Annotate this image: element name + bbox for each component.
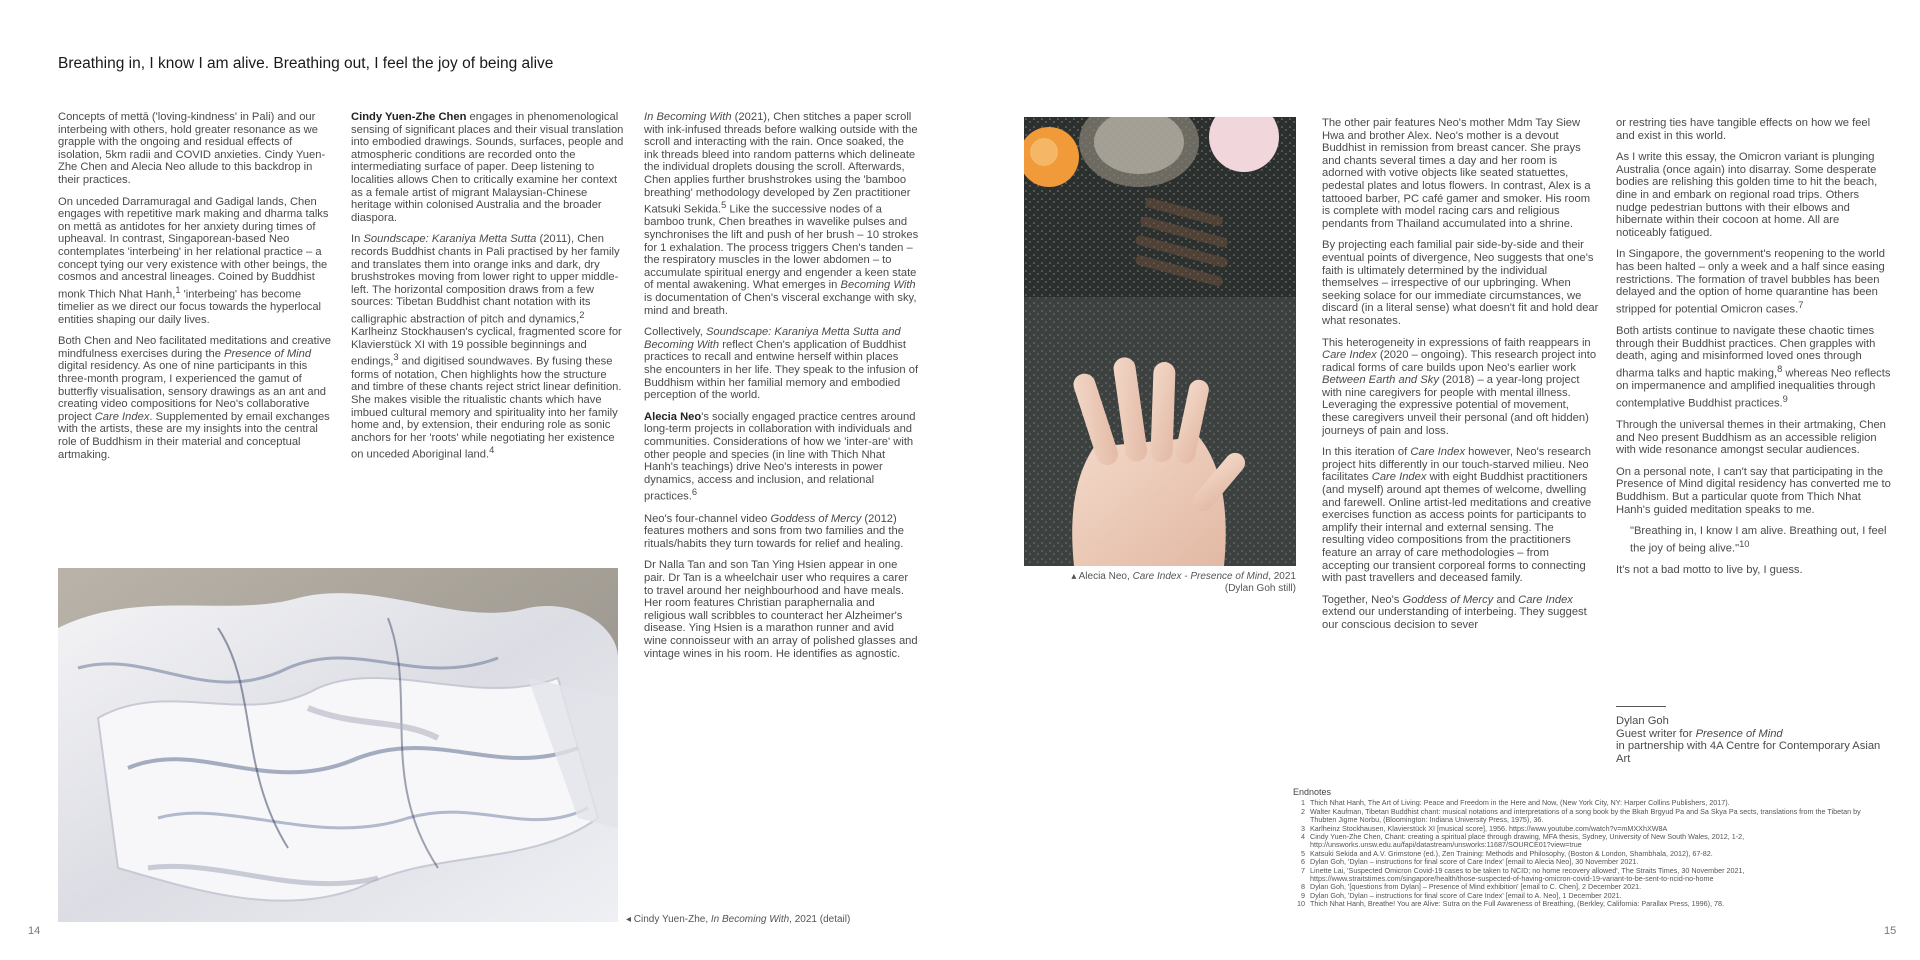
- signature-divider: [1616, 706, 1666, 707]
- page-number-right: 15: [1884, 925, 1897, 937]
- endnote-number: 1: [1301, 798, 1305, 808]
- endnote-text: Linette Lai, 'Suspected Omicron Covid-19 cases to be taken to NCID; no home recovery allowed', The Straits Times, 30 November 2021, https://www.straitstimes.com/singapore/health/those-suspected-of-having-omicron-covid-19-variant-to-be-sent-to-ncid-no-home: [1310, 865, 1745, 884]
- text: As I write this essay, the Omicron variant is plunging Australia (once again) into disarray. Some desperate bodies are relishing this golden time to hit the beach, dine in and embark on regional road trips. Others nudge pedestrian buttons with their elbows and hibernate within their cocoon at home. All are noticeably fatigued.: [1616, 151, 1878, 239]
- text: (2012) features mothers and sons from two families and the rituals/habits they turn towards for relief and healing.: [644, 512, 904, 550]
- photo-care-index: [1024, 117, 1296, 566]
- italic-text: Presence of Mind: [1695, 727, 1783, 740]
- text: Dr Nalla Tan and son Tan Ying Hsien appear in one pair. Dr Tan is a wheelchair user who requires a carer to travel around her neighbourhood and have meals. Her room features Christian paraphernalia and religious wall scribbles to counteract her Alzheimer's disease. Ying Hsien is a marathon runner and avid wine connoisseur with an array of polished glasses and vintage wines in his room. He identifies as agnostic.: [644, 559, 918, 660]
- endnotes: [1293, 788, 1873, 909]
- endnote-number: 10: [1297, 899, 1305, 909]
- paragraph: [1322, 446, 1599, 585]
- italic-text: Presence of Mind: [224, 347, 312, 360]
- text: (2020 – ongoing). This research project into radical forms of care builds upon Neo's earlier work: [1322, 349, 1597, 374]
- text: Collectively,: [644, 326, 706, 339]
- endnote-number: 5: [1301, 848, 1305, 858]
- artist-name: Alecia Neo: [644, 410, 702, 423]
- endnote-text: Dylan Goh, 'Dylan – instructions for final score of Care Index' [email to Alecia Neo], 30 November 2021.: [1310, 857, 1639, 867]
- text: Both artists continue to navigate these chaotic times through their Buddhist practices. Chen grapples with death, aging and misinformed loved ones through dharma talks and haptic making,: [1616, 325, 1876, 380]
- italic-text: In Becoming With: [644, 111, 732, 123]
- paragraph: [644, 559, 919, 660]
- text: extend our understanding of interbeing. They suggest our conscious decision to sever: [1322, 606, 1587, 631]
- italic-text: Care Index: [1371, 471, 1427, 484]
- endnote-text: Thich Nhat Hanh, The Art of Living: Peace and Freedom in the Here and Now, (New York City, NY: Harper Collins Publishers, 2017).: [1310, 798, 1730, 808]
- text: On a personal note, I can't say that participating in the Presence of Mind digital residency has converted me to Buddhism. But a particular quote from Thich Nhat Hanh's guided meditation speaks to me.: [1616, 465, 1891, 516]
- text: In Singapore, the government's reopening to the world has been halted – only a week and a half since easing restrictions. The formation of travel bubbles has been delayed and the option of home quarantine has been stripped for potential Omicron cases.: [1616, 248, 1885, 316]
- paragraph: [1616, 117, 1891, 142]
- text: In this iteration of: [1322, 446, 1411, 459]
- text: By projecting each familial pair side-by-side and their eventual points of divergence, Neo suggests that one's faith is ultimately determined by the individual themselves – irrespective of our upbringing. When seeking solace for our immediate circumstances, we discard (in a literal sense) what doesn't fit and hold dear what resonates.: [1322, 239, 1599, 327]
- author-affiliation: in partnership with 4A Centre for Contemporary Asian Art: [1616, 740, 1881, 765]
- author-signature: [1616, 715, 1891, 765]
- paragraph: [58, 196, 333, 327]
- text: Both Chen and Neo facilitated meditations and creative mindfulness exercises during the: [58, 335, 332, 360]
- artist-name: Cindy Yuen-Zhe Chen: [351, 111, 467, 123]
- text: 'interbeing' has become timelier as we direct our focus towards the hyperlocal entities shaping our daily lives.: [58, 288, 322, 326]
- endnote-number: 8: [1301, 882, 1305, 892]
- endnote-number: 4: [1301, 832, 1305, 842]
- endnote-item: [1293, 808, 1873, 825]
- footnote-ref[interactable]: 1: [175, 284, 181, 295]
- text: , 2021: [1268, 571, 1296, 582]
- author-name: Dylan Goh: [1616, 715, 1669, 727]
- paragraph: [644, 411, 919, 504]
- text: digital residency. As one of nine participants in this three-month program, I experienced the gamut of butterfly visualisation, sensory drawings as an ant and creating video compositions for Neo's collaborative project: [58, 360, 327, 423]
- endnote-number: 7: [1301, 865, 1305, 875]
- article-title: Breathing in, I know I am alive. Breathing out, I feel the joy of being alive: [58, 55, 554, 72]
- endnotes-heading: Endnotes: [1293, 787, 1332, 797]
- text: Through the universal themes in their artmaking, Chen and Neo present Buddhism as an accessible religion with wide resonance amongst secular audiences.: [1616, 419, 1886, 457]
- quote: [1616, 525, 1891, 555]
- footnote-ref[interactable]: 4: [489, 445, 495, 456]
- endnote-number: 9: [1301, 890, 1305, 900]
- hand-on-granite-image: [1024, 117, 1296, 566]
- text: This heterogeneity in expressions of faith reappears in: [1322, 336, 1591, 349]
- text: ▴ Alecia Neo,: [1071, 571, 1133, 582]
- italic-text: Care Index: [94, 410, 150, 423]
- text-column-4: [1322, 117, 1599, 641]
- endnote-text: Thich Nhat Hanh, Breathe! You are Alive: Sutra on the Full Awareness of Breathing, (Berkley, California: Parallax Press, 1996), 78.: [1310, 899, 1725, 909]
- footnote-ref[interactable]: 3: [393, 352, 399, 363]
- photo-caption-left: [626, 914, 926, 926]
- paragraph: [644, 326, 919, 402]
- paragraph: [1616, 564, 1891, 577]
- italic-text: Between Earth and Sky: [1322, 374, 1439, 387]
- paragraph: [58, 335, 333, 461]
- paragraph: [644, 111, 919, 317]
- endnote-text: Dylan Goh, '[questions from Dylan] – Presence of Mind exhibition' [email to C. Chen], 2 December 2021.: [1310, 882, 1642, 892]
- paragraph: [1616, 248, 1891, 316]
- text: In: [351, 233, 364, 246]
- paragraph: [351, 111, 626, 224]
- paragraph: [1616, 466, 1891, 516]
- italic-text: Becoming With: [840, 279, 916, 292]
- paragraph: [1322, 239, 1599, 327]
- paragraph: [1616, 151, 1891, 239]
- italic-text: Soundscape: Karaniya Metta Sutta and Becoming With: [644, 326, 901, 351]
- caption-credit: (Dylan Goh still): [1224, 583, 1296, 594]
- text: , 2021 (detail): [789, 914, 851, 925]
- paragraph: [1322, 117, 1599, 230]
- endnote-text: Katsuki Sekida and A.V. Grimstone (ed.), Zen Training: Methods and Philosophy, (Boston & London, Shambhala, 2012), 67-82.: [1310, 848, 1713, 858]
- text-column-3: [644, 111, 919, 669]
- italic-text: Soundscape: Karaniya Metta Sutta: [363, 233, 537, 246]
- footnote-ref[interactable]: 5: [721, 200, 727, 211]
- endnote-text: Karlheinz Stockhausen, Klavierstück XI [musical score], 1956. https://www.youtube.com/watch?v=mMXXhXW8A: [1310, 823, 1668, 833]
- paragraph: [351, 233, 626, 461]
- footnote-ref[interactable]: 7: [1798, 299, 1804, 310]
- italic-text: Care Index: [1322, 349, 1377, 362]
- text: "Breathing in, I know I am alive. Breathing out, I feel the joy of being alive.": [1630, 525, 1887, 555]
- footnote-ref[interactable]: 10: [1739, 538, 1750, 549]
- text: ◂ Cindy Yuen-Zhe,: [626, 914, 711, 925]
- text: Like the successive nodes of a bamboo trunk, Chen breathes in wavelike pulses and synchronises the lift and push of her brush – 10 strokes for 1 exhalation. The process triggers Chen's tanden – the respiratory muscles in the lower abdomen – to accumulate spiritual energy and engender a keen state of mental awakening. What emerges in: [644, 203, 919, 292]
- endnote-text: Dylan Goh, 'Dylan – instructions for final score of Care Index' [email to A. Neo], 1 December 2021.: [1310, 890, 1622, 900]
- text: (2011), Chen records Buddhist chants in Pali practised by her family and translates them into orange inks and dark, dry brushstrokes moving from lower right to upper middle-left. The horizontal composition draws from a few sources: Tibetan Buddhist chant notation with its calligraphic abstraction of pitch and dynamics,: [351, 233, 620, 326]
- endnote-item: [1293, 900, 1873, 908]
- endnote-number: 3: [1301, 823, 1305, 833]
- italic-text: Care Index: [1410, 446, 1466, 459]
- text: . Supplemented by email exchanges with the artists, these are my insights into the central role of Buddhism in their material and conceptual artmaking.: [58, 410, 330, 461]
- paragraph: [644, 513, 919, 551]
- paragraph: [1616, 419, 1891, 457]
- text: It's not a bad motto to live by, I guess.: [1616, 564, 1803, 577]
- italic-text: In Becoming With: [710, 914, 790, 925]
- italic-text: Care Index - Presence of Mind: [1132, 571, 1269, 582]
- text: or restring ties have tangible effects on how we feel and exist in this world.: [1616, 117, 1871, 142]
- footnote-ref[interactable]: 8: [1777, 363, 1783, 374]
- paragraph: [58, 111, 333, 187]
- italic-text: Goddess of Mercy: [770, 512, 862, 525]
- author-role: [1616, 728, 1891, 741]
- text: (2018) – a year-long project with nine caregivers for people with mental illness. Leveraging the expressive potential of movement, these caregivers unveil their personal (and oft hidden) journeys of pain and loss.: [1322, 374, 1589, 437]
- text-column-2: [351, 111, 626, 471]
- endnote-text: Cindy Yuen-Zhe Chen, Chant: creating a spiritual place through drawing, MFA thesis, Sydney, University of New South Wales, 2012, 1-2, http://unsworks.unsw.edu.au/fapi/datastream/unsworks:11687/SOURCE01?view=true: [1310, 832, 1745, 850]
- text: On unceded Darramuragal and Gadigal lands, Chen engages with repetitive mark making and dharma talks on mettā as antidotes for her anxiety during times of upheaval. In contrast, Singaporean-based Neo contemplates 'interbeing' in her relational practice – a concept tying our very existence with other beings, the cosmos and ancestral lineages. Coined by Buddhist monk Thich Nhat Hanh,: [58, 195, 329, 301]
- photo-caption-right: [1024, 571, 1296, 595]
- endnote-number: 2: [1301, 806, 1305, 816]
- paragraph: [1322, 594, 1599, 632]
- photo-becoming-with: [58, 568, 618, 922]
- footnote-ref[interactable]: 2: [579, 309, 585, 320]
- text: engages in phenomenological sensing of significant places and their visual translation into embodied drawings. Sounds, surfaces, people and atmospheric conditions are recorded onto the intermediating surface of paper. Deep listening to localities allows Chen to critically examine her context as a female artist of migrant Malaysian-Chinese heritage within colonised Australia and the broader diaspora.: [351, 111, 624, 224]
- text: 's socially engaged practice centres around long-term projects in collaboration with individuals and communities. Considerations of how we 'inter-are' with other people and species (in line with Thich Nhat Hanh's teachings) drive Neo's interests in power dynamics, access and inclusion, and relational practices.: [644, 410, 916, 504]
- caption-line: [1024, 571, 1296, 583]
- italic-text: Goddess of Mercy: [1402, 593, 1494, 606]
- text-column-1: [58, 111, 333, 470]
- text: however, Neo's research project hits differently in our touch-starved milieu. Neo facilitates: [1322, 446, 1591, 484]
- paragraph: [1322, 337, 1599, 438]
- italic-text: Care Index: [1518, 593, 1573, 606]
- text: Concepts of mettā ('loving-kindness' in Pali) and our interbeing with others, hold greater resonance as we grapple with the ongoing and residual effects of isolation, 5km radii and COVID anxieties. Cindy Yuen-Zhe Chen and Alecia Neo allude to this backdrop in their practices.: [58, 111, 326, 186]
- text: (2021), Chen stitches a paper scroll with ink-infused threads before walking outside with the scroll and interacting with the rain. Once soaked, the ink threads bleed into random patterns which delineate the individual droplets dousing the scroll. Afterwards, Chen applies further brushstrokes using the 'bamboo breathing' methodology developed by Zen practitioner Katsuki Sekida.: [644, 111, 918, 216]
- text: is documentation of Chen's visceral exchange with sky, mind and breath.: [644, 292, 917, 317]
- text: and digitised soundwaves. By fusing these forms of notation, Chen highlights how the structure and timbre of these chants reject strict linear definition. She makes visible the ritualistic chants which have imbued cultural memory and spirituality into her family home and, by extension, their enduring role as sonic anchors for her 'roots' while negotiating her existence on unceded Aboriginal land.: [351, 356, 622, 462]
- paragraph: [1616, 325, 1891, 410]
- text: with eight Buddhist practitioners (and myself) around apt themes of welcome, dwelling and farewell. Online artist-led meditations and creative exercises function as access points for participants to amplify their internal and external sensing. The resulting video compositions from the practitioners feature an array of care methodologies – from accepting our transient corporeal forms to connecting with past travellers and deceased family.: [1322, 471, 1592, 585]
- text: Together, Neo's: [1322, 593, 1403, 606]
- footnote-ref[interactable]: 9: [1782, 393, 1788, 404]
- text: The other pair features Neo's mother Mdm Tay Siew Hwa and brother Alex. Neo's mother is a devout Buddhist in remission from breast cancer. She prays and chants several times a day and her room is adorned with votive objects like seated statuettes, pedestal plates and lotus flowers. In contrast, Alex is a tattooed barber, PC café gamer and smoker. His room is complete with model racing cars and religious pendants from Thailand accumulated into a shrine.: [1322, 117, 1591, 230]
- text: Karlheinz Stockhausen's cyclical, fragmented score for Klavierstück XI with 19 possible beginnings and endings,: [351, 326, 622, 369]
- text: whereas Neo reflects on impermanence and amplified inequalities through contemplative Buddhist practices.: [1616, 367, 1891, 410]
- footnote-ref[interactable]: 6: [691, 487, 698, 498]
- endnote-text: Walter Kaufman, Tibetan Buddhist chant: musical notations and interpretations of a song book by the Bkah Brgyud Pa and Sa Skya Pa sects, translations from the Tibetan by Thubten Jigme Norbu, (Bloomington: Indiana University Press, 1975), 36.: [1310, 806, 1861, 825]
- text: and: [1493, 593, 1519, 606]
- text: Guest writer for: [1616, 727, 1696, 740]
- text: Neo's four-channel video: [644, 512, 771, 525]
- crumpled-paper-image: [58, 568, 618, 922]
- text: reflect Chen's application of Buddhist practices to recall and entwine herself within places she encounters in her life. They speak to the infusion of Buddhism within her familial memory and embodied perception of the world.: [644, 338, 919, 402]
- endnote-item: [1293, 867, 1873, 884]
- endnote-number: 6: [1301, 857, 1305, 867]
- endnote-item: [1293, 833, 1873, 850]
- text-column-5: [1616, 117, 1891, 586]
- page-number-left: 14: [28, 925, 41, 937]
